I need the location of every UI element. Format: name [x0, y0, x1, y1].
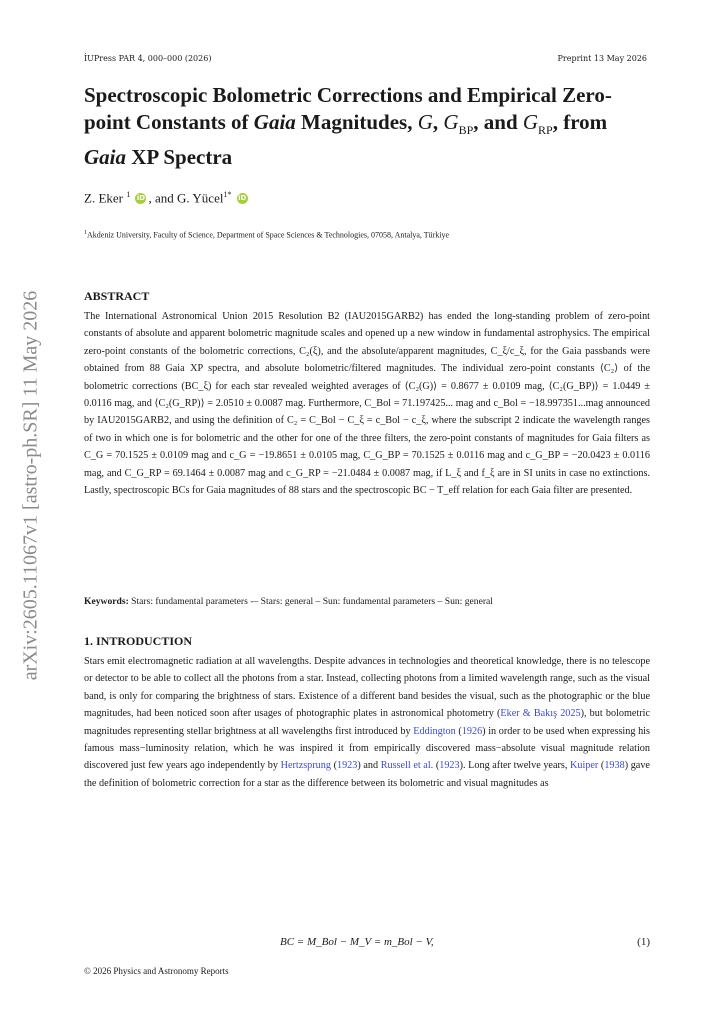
- author-list: Z. Eker $^1$ iD , and G. Yücel$^{1*}$ iD: [84, 190, 247, 206]
- orcid-icon[interactable]: iD: [136, 193, 146, 202]
- citation-link[interactable]: Eker & Bakış 2025: [500, 708, 581, 720]
- orcid-icon[interactable]: iD: [238, 193, 247, 202]
- author-name: Z. Eker: [84, 190, 123, 206]
- citation-link[interactable]: 1923: [336, 760, 358, 772]
- equation-1: BC = M_Bol − M_V = m_Bol − V,: [280, 936, 434, 948]
- abstract-heading: ABSTRACT: [84, 289, 150, 303]
- citation-link[interactable]: Russell et al.: [380, 760, 434, 772]
- citation-link[interactable]: 1938: [604, 760, 625, 772]
- preprint-date: Preprint 13 May 2026: [557, 54, 647, 63]
- author-name: , and G. Yücel: [148, 190, 224, 206]
- abstract-body: The International Astronomical Union 2015 Resolution B2 (IAU2015GARB2) has ended the long-standing problem of zero-point constants of absolute and apparent bolometric magnitude scales and opened up a new window in fundamental astrophysics. The empirical zero-point constants of the bolometric corrections, C₂(ξ), and the absolute/apparent magnitudes, C_ξ/c_ξ, for the Gaia passbands were obtained from 88 Gaia XP spectra, and absolute bolometric/filtered magnitudes. The individual zero-point constants ⟨C₂⟩ of the bolometric corrections (BC_ξ) for each star revealed weighted averages of ⟨C₂(G)⟩ = 0.8677 ± 0.0109 mag, ⟨C₂(G_BP)⟩ = 1.0449 ± 0.0116 mag, and ⟨C₂(G_RP)⟩ = 2.0510 ± 0.0087 mag. Furthermore, C_Bol = 71.197425... mag and c_Bol = −18.997351...mag announced by IAU2015GARB2, and using the definition of C₂ = C_Bol − C_ξ = c_Bol − c_ξ, where the subscript 2 indicate the wavelength ranges of two in which one is for bolometric and the other for one of the three filters, the zero-point constants of magnitudes for Gaia filters as C_G = 70.1525 ± 0.0109 mag and c_G = −19.8651 ± 0.0105 mag, C_G_BP = 70.1525 ± 0.0116 mag and c_G_BP = −20.0423 ± 0.0116 mag, and C_G_RP = 69.1464 ± 0.0087 mag and c_G_RP = −21.0484 ± 0.0087 mag, if L_ξ and f_ξ are in SI units in case no extinctions. Lastly, spectroscopic BCs for Gaia magnitudes of 88 stars and the spectroscopic BC − T_eff relation for each Gaia filter are presented.: [84, 311, 650, 497]
- journal-header: İUPress PAR 4, 000–000 (2026): [84, 54, 212, 63]
- copyright-footer: © 2026 Physics and Astronomy Reports: [84, 966, 229, 976]
- citation-link[interactable]: Kuiper: [570, 760, 599, 772]
- affiliation: $^1$Akdeniz University, Faculty of Science, Department of Space Sciences & Technologies, 07058, Antalya, Türkiye: [84, 230, 450, 240]
- citation-link[interactable]: Eddington: [413, 725, 456, 737]
- citation-link[interactable]: Hertzsprung: [280, 760, 331, 772]
- keywords-line: Keywords: Stars: fundamental parameters -– Stars: general – Sun: fundamental parameters – Sun: general: [84, 596, 493, 607]
- citation-link[interactable]: 1926: [461, 725, 483, 737]
- citation-link[interactable]: 1923: [439, 760, 460, 772]
- introduction-heading: 1. INTRODUCTION: [84, 634, 193, 648]
- equation-number: (1): [637, 936, 650, 948]
- introduction-body: Stars emit electromagnetic radiation at all wavelengths. Despite advances in technologies and theoretical knowledge, there is no telescope or detector to be able to collect all the photons from a star. Instead, collecting photons from a limited wavelength range, such as the visual band, is only for comparing the brightness of stars. Existence of a different band besides the visual, such as the photographic or the blue magnitudes, had been noticed soon after usages of photographic plates in astronomical photometry (Eker & Bakış 2025), but bolometric magnitudes representing stellar brightness at all wavelengths first introduced by Eddington (1926) in order to be used when expressing his famous mass−luminosity relation, which he was inspired it from empirically discovered mass−absolute visual magnitude relation discovered just few years ago independently by Hertzsprung (1923) and Russell et al. (1923). Long after twelve years, Kuiper (1938) gave the definition of bolometric correction for a star as the difference between its bolometric and visual magnitudes as: [84, 656, 650, 789]
- arxiv-identifier: arXiv:2605.11067v1 [astro-ph.SR] 11 May 2026: [19, 290, 42, 680]
- paper-title: Spectroscopic Bolometric Corrections and Empirical Zero-point Constants of Gaia Magnitudes, G, $G_{BP}$, and $G_{RP}$, from Gaia XP Spectra: [84, 83, 612, 170]
